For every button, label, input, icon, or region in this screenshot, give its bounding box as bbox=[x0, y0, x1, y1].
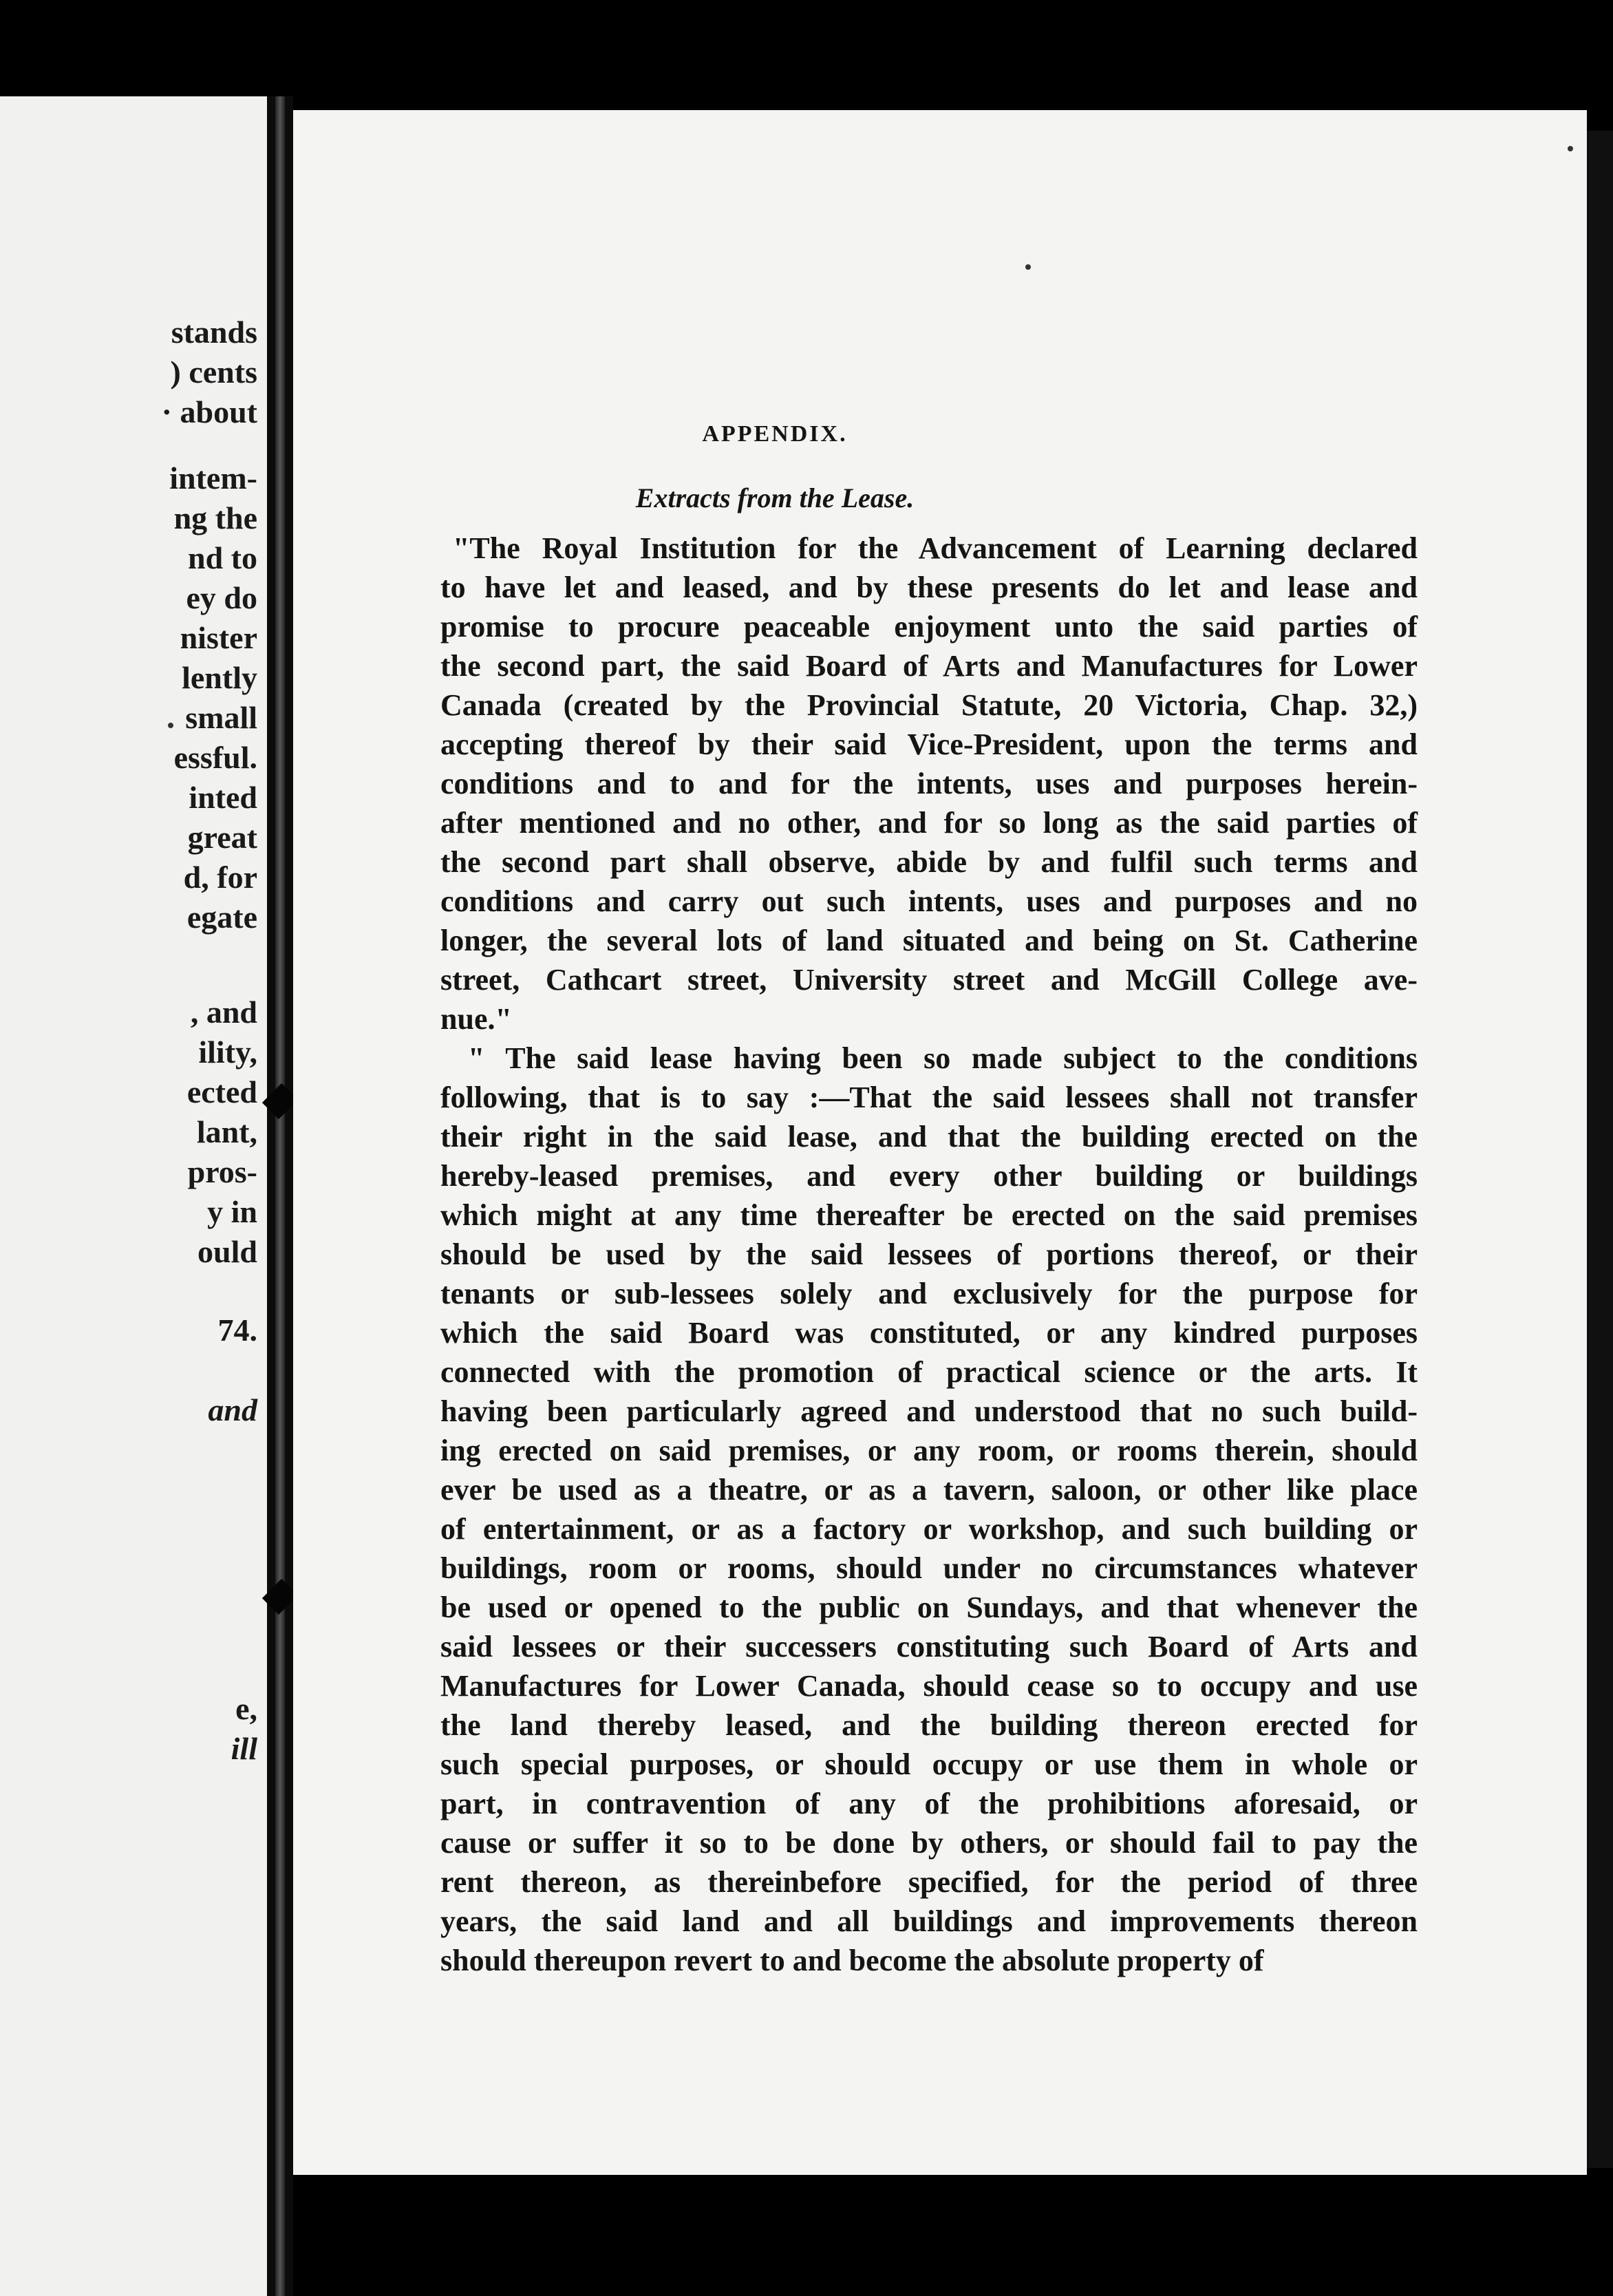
text-line: said lessees or their successers constituting such Board of Arts and bbox=[440, 1630, 1418, 1663]
left-page-line: great bbox=[187, 820, 257, 855]
text-line: the second part shall observe, abide by and fulfil such terms and bbox=[440, 845, 1418, 879]
text-line: part, in contravention of any of the prohibitions aforesaid, or bbox=[440, 1787, 1418, 1820]
text-line: to have let and leased, and by these presents do let and lease and bbox=[440, 571, 1418, 604]
left-page-line: d, for bbox=[183, 860, 257, 895]
text-line: tenants or sub-lessees solely and exclusively for the purpose for bbox=[440, 1277, 1418, 1310]
text-line: following, that is to say :—That the said lessees shall not transfer bbox=[440, 1081, 1418, 1114]
left-page-line: nd to bbox=[188, 540, 257, 575]
left-page-line: ill bbox=[231, 1731, 257, 1766]
text-line: " The said lease having been so made subject to the conditions bbox=[468, 1041, 1418, 1075]
text-line: Canada (created by the Provincial Statute, 20 Victoria, Chap. 32,) bbox=[440, 688, 1418, 722]
appendix-heading: APPENDIX. bbox=[702, 421, 848, 447]
left-page-line: essful. bbox=[173, 740, 257, 775]
text-line: hereby-leased premises, and every other building or buildings bbox=[440, 1159, 1418, 1193]
text-line: such special purposes, or should occupy or use them in whole or bbox=[440, 1747, 1418, 1781]
binding-thread bbox=[275, 96, 285, 2296]
text-line: which might at any time thereafter be erected on the said premises bbox=[440, 1198, 1418, 1232]
left-page-line: 74. bbox=[217, 1312, 257, 1348]
text-line: conditions and to and for the intents, uses and purposes herein- bbox=[440, 767, 1418, 800]
left-page-line: lently bbox=[182, 660, 257, 695]
text-line: having been particularly agreed and understood that no such build- bbox=[440, 1394, 1418, 1428]
left-page-line: e, bbox=[235, 1691, 257, 1726]
text-line: their right in the said lease, and that the building erected on the bbox=[440, 1120, 1418, 1154]
left-page-line: intem- bbox=[169, 460, 257, 496]
page-edge-shadow bbox=[1587, 131, 1613, 2168]
left-page-line: ility, bbox=[198, 1034, 257, 1070]
text-line: which the said Board was constituted, or any kindred purposes bbox=[440, 1316, 1418, 1350]
text-line: longer, the several lots of land situated and being on St. Catherine bbox=[440, 924, 1418, 957]
ink-speck bbox=[168, 723, 173, 728]
text-line: buildings, room or rooms, should under no circumstances whatever bbox=[440, 1551, 1418, 1585]
left-page-line: and bbox=[208, 1392, 257, 1427]
ink-speck bbox=[1568, 146, 1573, 151]
left-page-line: , and bbox=[190, 995, 257, 1030]
left-page-line: ected bbox=[186, 1074, 257, 1109]
previous-page-fragment bbox=[0, 96, 267, 2296]
text-line: after mentioned and no other, and for so long as the said parties of bbox=[440, 806, 1418, 840]
left-page-line: small bbox=[185, 700, 257, 735]
text-line: should be used by the said lessees of portions thereof, or their bbox=[440, 1237, 1418, 1271]
left-page-line: nister bbox=[180, 620, 257, 655]
ink-speck bbox=[1025, 264, 1031, 270]
paragraph bbox=[440, 1039, 1418, 1980]
appendix-subheading: Extracts from the Lease. bbox=[635, 482, 915, 513]
text-line: accepting thereof by their said Vice-President, upon the terms and bbox=[440, 727, 1418, 761]
book-spine bbox=[267, 96, 293, 2296]
left-page-line: y in bbox=[207, 1194, 257, 1229]
text-line: nue." bbox=[440, 1002, 512, 1036]
left-page-line: egate bbox=[186, 900, 257, 935]
left-page-line: ng the bbox=[173, 500, 257, 535]
text-line: "The Royal Institution for the Advancement of Learning declared bbox=[453, 531, 1418, 565]
text-line: Manufactures for Lower Canada, should cease so to occupy and use bbox=[440, 1669, 1418, 1703]
left-page-line: lant, bbox=[196, 1114, 257, 1149]
left-page-line: inted bbox=[189, 780, 257, 815]
text-line: rent thereon, as thereinbefore specified, for the period of three bbox=[440, 1865, 1418, 1899]
text-line: be used or opened to the public on Sundays, and that whenever the bbox=[440, 1591, 1418, 1624]
left-page-line: ) cents bbox=[170, 354, 257, 390]
text-line: the second part, the said Board of Arts and Manufactures for Lower bbox=[440, 649, 1418, 683]
text-line: street, Cathcart street, University street and McGill College ave- bbox=[440, 963, 1418, 997]
left-page-line: stands bbox=[171, 315, 257, 350]
text-line: cause or suffer it so to be done by others, or should fail to pay the bbox=[440, 1826, 1418, 1860]
text-line: promise to procure peaceable enjoyment unto the said parties of bbox=[440, 610, 1418, 644]
text-line: of entertainment, or as a factory or workshop, and such building or bbox=[440, 1512, 1418, 1546]
text-line: connected with the promotion of practical science or the arts. It bbox=[440, 1355, 1418, 1389]
text-line: ever be used as a theatre, or as a tavern, saloon, or other like place bbox=[440, 1473, 1418, 1507]
text-line: ing erected on said premises, or any room, or rooms therein, should bbox=[440, 1434, 1418, 1467]
text-line: conditions and carry out such intents, uses and purposes and no bbox=[440, 884, 1418, 918]
left-page-line: ould bbox=[197, 1234, 257, 1269]
left-page-line: · about bbox=[161, 394, 257, 429]
left-page-line: ey do bbox=[186, 580, 257, 615]
lease-extract-text bbox=[440, 529, 1418, 1980]
text-line: the land thereby leased, and the building thereon erected for bbox=[440, 1708, 1418, 1742]
left-page-line: pros- bbox=[187, 1154, 257, 1189]
text-line: should thereupon revert to and become the absolute property of bbox=[440, 1944, 1264, 1977]
text-line: years, the said land and all buildings and improvements thereon bbox=[440, 1904, 1418, 1938]
paragraph bbox=[440, 529, 1418, 1039]
